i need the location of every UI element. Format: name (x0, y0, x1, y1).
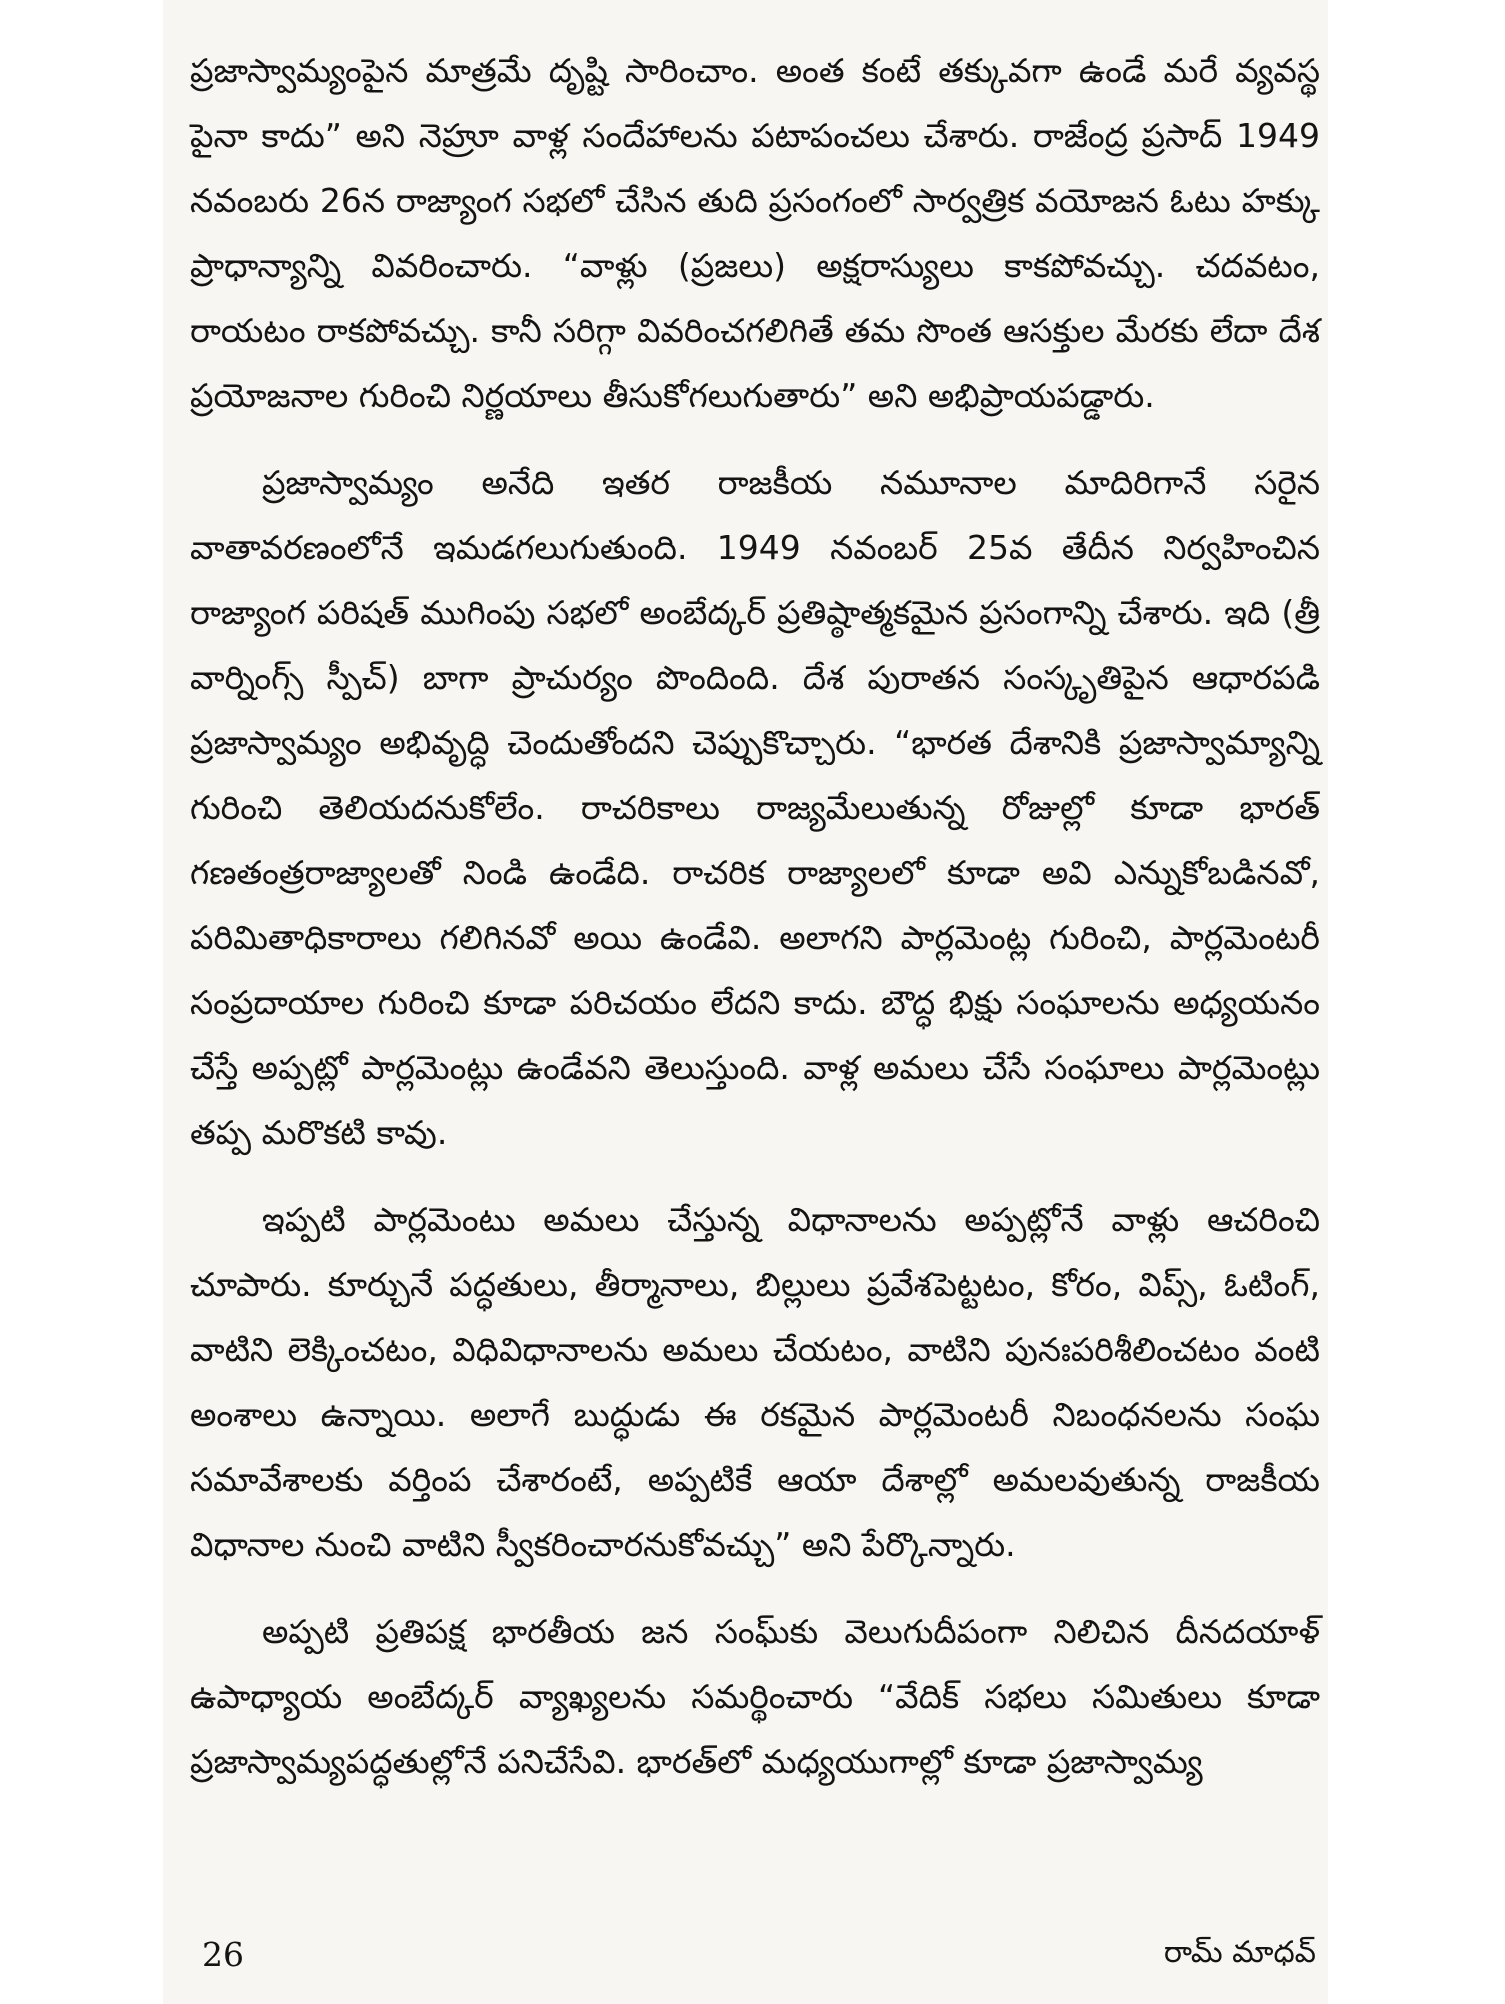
page-footer (190, 1935, 1320, 1985)
page-body (190, 38, 1320, 1958)
page-number: 26 (202, 1935, 244, 1974)
paragraph-2: ప్రజాస్వామ్యం అనేది ఇతర రాజకీయ నమూనాల మాదిరిగానే సరైన వాతావరణంలోనే ఇమడగలుగుతుంది. 1949 నవంబర్ 25వ తేదీన నిర్వహించిన రాజ్యాంగ పరిషత్ ముగింపు సభలో అంబేద్కర్ ప్రతిష్ఠాత్మకమైన ప్రసంగాన్ని చేశారు. ఇది (త్రీ వార్నింగ్స్ స్పీచ్) బాగా ప్రాచుర్యం పొందింది. దేశ పురాతన సంస్కృతిపైన ఆధారపడి ప్రజాస్వామ్యం అభివృద్ధి చెందుతోందని చెప్పుకొచ్చారు. “భారత దేశానికి ప్రజాస్వామ్యాన్ని గురించి తెలియదనుకోలేం. రాచరికాలు రాజ్యమేలుతున్న రోజుల్లో కూడా భారత్ గణతంత్రరాజ్యాలతో నిండి ఉండేది. రాచరిక రాజ్యాలలో కూడా అవి ఎన్నుకోబడినవో, పరిమితాధికారాలు గలిగినవో అయి ఉండేవి. అలాగని పార్లమెంట్ల గురించి, పార్లమెంటరీ సంప్రదాయాల గురించి కూడా పరిచయం లేదని కాదు. బౌద్ధ భిక్షు సంఘాలను అధ్యయనం చేస్తే అప్పట్లో పార్లమెంట్లు ఉండేవని తెలుస్తుంది. వాళ్ల అమలు చేసే సంఘాలు పార్లమెంట్లు తప్ప మరొకటి కావు. (190, 463, 1320, 1152)
paragraph-3: ఇప్పటి పార్లమెంటు అమలు చేస్తున్న విధానాలను అప్పట్లోనే వాళ్లు ఆచరించి చూపారు. కూర్చునే పద్ధతులు, తీర్మానాలు, బిల్లులు ప్రవేశపెట్టటం, కోరం, విప్స్, ఓటింగ్, వాటిని లెక్కించటం, విధివిధానాలను అమలు చేయటం, వాటిని పునఃపరిశీలించటం వంటి అంశాలు ఉన్నాయి. అలాగే బుద్ధుడు ఈ రకమైన పార్లమెంటరీ నిబంధనలను సంఘ సమావేశాలకు వర్తింప చేశారంటే, అప్పటికే ఆయా దేశాల్లో అమలవుతున్న రాజకీయ విధానాల నుంచి వాటిని స్వీకరించారనుకోవచ్చు” అని పేర్కొన్నారు. (190, 1200, 1320, 1564)
paragraph-4: అప్పటి ప్రతిపక్ష భారతీయ జన సంఘ్‌కు వెలుగుదీపంగా నిలిచిన దీనదయాళ్ ఉపాధ్యాయ అంబేద్కర్ వ్యాఖ్యలను సమర్థించారు “వేదిక్ సభలు సమితులు కూడా ప్రజాస్వామ్యపద్ధతుల్లోనే పనిచేసేవి. భారత్‌లో మధ్యయుగాల్లో కూడా ప్రజాస్వామ్య (190, 1612, 1320, 1781)
author-name: రామ్ మాధవ్ (1163, 1935, 1316, 1970)
paragraph-1: ప్రజాస్వామ్యంపైన మాత్రమే దృష్టి సారించాం. అంత కంటే తక్కువగా ఉండే మరే వ్యవస్థ పైనా కాదు” అని నెహ్రూ వాళ్ల సందేహాలను పటాపంచలు చేశారు. రాజేంద్ర ప్రసాద్ 1949 నవంబరు 26న రాజ్యాంగ సభలో చేసిన తుది ప్రసంగంలో సార్వత్రిక వయోజన ఓటు హక్కు ప్రాధాన్యాన్ని వివరించారు. “వాళ్లు (ప్రజలు) అక్షరాస్యులు కాకపోవచ్చు. చదవటం, రాయటం రాకపోవచ్చు. కానీ సరిగ్గా వివరించగలిగితే తమ సొంత ఆసక్తుల మేరకు లేదా దేశ ప్రయోజనాల గురించి నిర్ణయాలు తీసుకోగలుగుతారు” అని అభిప్రాయపడ్డారు. (190, 51, 1320, 415)
